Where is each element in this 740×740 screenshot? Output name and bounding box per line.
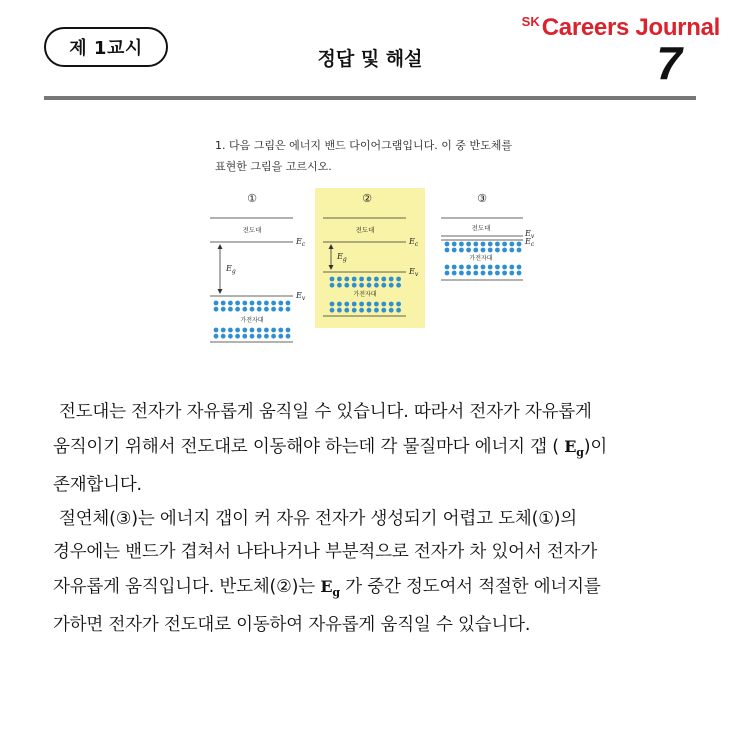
electron-dot bbox=[344, 283, 349, 288]
electron-dot bbox=[228, 301, 233, 306]
electron-dot bbox=[264, 328, 269, 333]
electron-dot bbox=[228, 328, 233, 333]
electron-dot bbox=[337, 277, 342, 282]
electron-dot bbox=[481, 271, 486, 276]
electron-dot bbox=[250, 328, 255, 333]
electron-dot bbox=[337, 308, 342, 313]
electron-dot bbox=[452, 271, 457, 276]
electron-dot bbox=[264, 307, 269, 312]
question-line: 표현한 그림을 고르시오. bbox=[215, 160, 332, 173]
eg-symbol: $E_g$ bbox=[564, 436, 584, 459]
electron-dot bbox=[352, 308, 357, 313]
answer-line: 움직이기 위해서 전도대로 이동해야 하는데 각 물질마다 에너지 갭 ( $E_g$)이 bbox=[53, 436, 608, 459]
electron-dot bbox=[452, 248, 457, 253]
electron-dot bbox=[495, 265, 500, 270]
electron-dot bbox=[389, 302, 394, 307]
panel-number: ③ bbox=[477, 192, 487, 205]
session-label: 제 1교시 bbox=[69, 38, 143, 59]
electron-dot bbox=[495, 248, 500, 253]
electron-dot bbox=[509, 242, 514, 247]
electron-dot bbox=[286, 301, 291, 306]
page-title: 정답 및 해설 bbox=[317, 48, 423, 70]
electron-dot bbox=[250, 301, 255, 306]
electron-dot bbox=[481, 248, 486, 253]
electron-dot bbox=[495, 271, 500, 276]
electron-dot bbox=[264, 301, 269, 306]
electron-dot bbox=[481, 242, 486, 247]
panel-number: ② bbox=[362, 192, 372, 205]
electron-dot bbox=[344, 302, 349, 307]
gap-arrow-head bbox=[218, 289, 223, 294]
electron-dot bbox=[337, 283, 342, 288]
electron-dot bbox=[374, 277, 379, 282]
electron-dot bbox=[389, 308, 394, 313]
electron-dot bbox=[352, 302, 357, 307]
electron-dot bbox=[509, 265, 514, 270]
electron-dot bbox=[221, 307, 226, 312]
ec-label: $E_c$ bbox=[296, 237, 306, 248]
question-text bbox=[215, 135, 555, 177]
electron-dot bbox=[473, 248, 478, 253]
panel-number: ① bbox=[247, 192, 257, 205]
electron-dot bbox=[257, 301, 262, 306]
answer-line: 자유롭게 움직입니다. 반도체(②)는 $E_g$ 가 중간 정도여서 적절한 에너지를 bbox=[53, 576, 601, 599]
electron-dot bbox=[228, 334, 233, 339]
electron-dot bbox=[257, 328, 262, 333]
valence-band-label: 가전자대 bbox=[469, 255, 493, 262]
energy-band-svg bbox=[205, 185, 545, 350]
electron-dot bbox=[330, 283, 335, 288]
electron-dot bbox=[481, 265, 486, 270]
electron-dot bbox=[452, 242, 457, 247]
electron-dot bbox=[359, 283, 364, 288]
question-line: 1. 다음 그림은 에너지 밴드 다이어그램입니다. 이 중 반도체를 bbox=[215, 139, 512, 152]
electron-dot bbox=[278, 328, 283, 333]
electron-dot bbox=[488, 271, 493, 276]
ev-label: $E_v$ bbox=[296, 291, 306, 302]
electron-dot bbox=[396, 283, 401, 288]
electron-dot bbox=[286, 334, 291, 339]
electron-dot bbox=[488, 242, 493, 247]
electron-dot bbox=[466, 248, 471, 253]
eg-label: $E_g$ bbox=[337, 252, 347, 263]
electron-dot bbox=[473, 271, 478, 276]
session-badge bbox=[44, 27, 168, 67]
brand-prefix: SK bbox=[521, 14, 540, 29]
issue-number: 7 bbox=[656, 37, 682, 89]
electron-dot bbox=[502, 265, 507, 270]
electron-dot bbox=[396, 302, 401, 307]
electron-dot bbox=[352, 283, 357, 288]
electron-dot bbox=[459, 242, 464, 247]
electron-dot bbox=[242, 307, 247, 312]
electron-dot bbox=[517, 265, 522, 270]
electron-dot bbox=[235, 334, 240, 339]
electron-dot bbox=[374, 283, 379, 288]
electron-dot bbox=[264, 334, 269, 339]
electron-dot bbox=[228, 307, 233, 312]
electron-dot bbox=[235, 301, 240, 306]
answer-line: 가하면 전자가 전도대로 이동하여 자유롭게 움직일 수 있습니다. bbox=[53, 615, 531, 636]
electron-dot bbox=[473, 242, 478, 247]
electron-dot bbox=[509, 248, 514, 253]
electron-dot bbox=[389, 277, 394, 282]
ev-label: $E_v$ bbox=[409, 267, 419, 278]
conduction-band-label: 전도대 bbox=[355, 226, 375, 234]
electron-dot bbox=[381, 308, 386, 313]
electron-dot bbox=[286, 328, 291, 333]
electron-dot bbox=[509, 271, 514, 276]
electron-dot bbox=[488, 265, 493, 270]
answer-line: 절연체(③)는 에너지 갭이 커 자유 전자가 생성되기 어렵고 도체(①)의 bbox=[59, 508, 578, 529]
electron-dot bbox=[250, 334, 255, 339]
electron-dot bbox=[381, 283, 386, 288]
answer-explanation bbox=[53, 396, 713, 643]
electron-dot bbox=[221, 301, 226, 306]
electron-dot bbox=[235, 328, 240, 333]
electron-dot bbox=[459, 248, 464, 253]
eg-symbol: $E_g$ bbox=[320, 576, 340, 599]
electron-dot bbox=[381, 302, 386, 307]
electron-dot bbox=[517, 248, 522, 253]
ev-label: $E_v$ bbox=[525, 229, 535, 240]
electron-dot bbox=[242, 301, 247, 306]
electron-dot bbox=[286, 307, 291, 312]
electron-dot bbox=[374, 302, 379, 307]
electron-dot bbox=[271, 328, 276, 333]
brand-name: Careers Journal bbox=[541, 14, 720, 41]
conduction-band-label: 전도대 bbox=[242, 226, 262, 234]
electron-dot bbox=[344, 308, 349, 313]
electron-dot bbox=[330, 302, 335, 307]
electron-dot bbox=[214, 328, 219, 333]
electron-dot bbox=[271, 334, 276, 339]
valence-band-label: 가전자대 bbox=[240, 317, 264, 324]
electron-dot bbox=[502, 271, 507, 276]
header-divider bbox=[44, 96, 696, 100]
electron-dot bbox=[445, 248, 450, 253]
electron-dot bbox=[517, 242, 522, 247]
electron-dot bbox=[359, 302, 364, 307]
electron-dot bbox=[367, 283, 372, 288]
electron-dot bbox=[330, 308, 335, 313]
electron-dot bbox=[278, 301, 283, 306]
answer-line: 경우에는 밴드가 겹쳐서 나타나거나 부분적으로 전자가 차 있어서 전자가 bbox=[53, 542, 598, 563]
electron-dot bbox=[445, 271, 450, 276]
electron-dot bbox=[466, 242, 471, 247]
ec-label: $E_c$ bbox=[409, 237, 419, 248]
electron-dot bbox=[452, 265, 457, 270]
electron-dot bbox=[250, 307, 255, 312]
electron-dot bbox=[242, 334, 247, 339]
eg-label: $E_g$ bbox=[226, 264, 236, 275]
electron-dot bbox=[221, 334, 226, 339]
electron-dot bbox=[257, 307, 262, 312]
energy-band-diagram bbox=[205, 185, 545, 350]
electron-dot bbox=[367, 308, 372, 313]
electron-dot bbox=[389, 283, 394, 288]
electron-dot bbox=[278, 307, 283, 312]
electron-dot bbox=[344, 277, 349, 282]
highlight-box bbox=[315, 188, 425, 328]
electron-dot bbox=[495, 242, 500, 247]
electron-dot bbox=[359, 277, 364, 282]
electron-dot bbox=[278, 334, 283, 339]
electron-dot bbox=[445, 242, 450, 247]
electron-dot bbox=[367, 277, 372, 282]
electron-dot bbox=[396, 277, 401, 282]
valence-band-label: 가전자대 bbox=[353, 291, 377, 298]
answer-line: 전도대는 전자가 자유롭게 움직일 수 있습니다. 따라서 전자가 자유롭게 bbox=[59, 402, 592, 422]
electron-dot bbox=[502, 242, 507, 247]
electron-dot bbox=[235, 307, 240, 312]
electron-dot bbox=[271, 307, 276, 312]
electron-dot bbox=[502, 248, 507, 253]
electron-dot bbox=[466, 265, 471, 270]
electron-dot bbox=[459, 265, 464, 270]
electron-dot bbox=[214, 307, 219, 312]
electron-dot bbox=[271, 301, 276, 306]
electron-dot bbox=[352, 277, 357, 282]
electron-dot bbox=[488, 248, 493, 253]
electron-dot bbox=[359, 308, 364, 313]
brand-logo bbox=[522, 14, 720, 42]
electron-dot bbox=[214, 301, 219, 306]
electron-dot bbox=[367, 302, 372, 307]
electron-dot bbox=[374, 308, 379, 313]
gap-arrow-head bbox=[218, 244, 223, 249]
electron-dot bbox=[242, 328, 247, 333]
electron-dot bbox=[517, 271, 522, 276]
electron-dot bbox=[330, 277, 335, 282]
electron-dot bbox=[214, 334, 219, 339]
answer-line: 존재합니다. bbox=[53, 475, 142, 496]
electron-dot bbox=[221, 328, 226, 333]
electron-dot bbox=[466, 271, 471, 276]
electron-dot bbox=[459, 271, 464, 276]
conduction-band-label: 전도대 bbox=[471, 224, 491, 232]
electron-dot bbox=[337, 302, 342, 307]
electron-dot bbox=[396, 308, 401, 313]
electron-dot bbox=[473, 265, 478, 270]
electron-dot bbox=[257, 334, 262, 339]
electron-dot bbox=[381, 277, 386, 282]
ec-label: $E_c$ bbox=[525, 237, 535, 248]
electron-dot bbox=[445, 265, 450, 270]
